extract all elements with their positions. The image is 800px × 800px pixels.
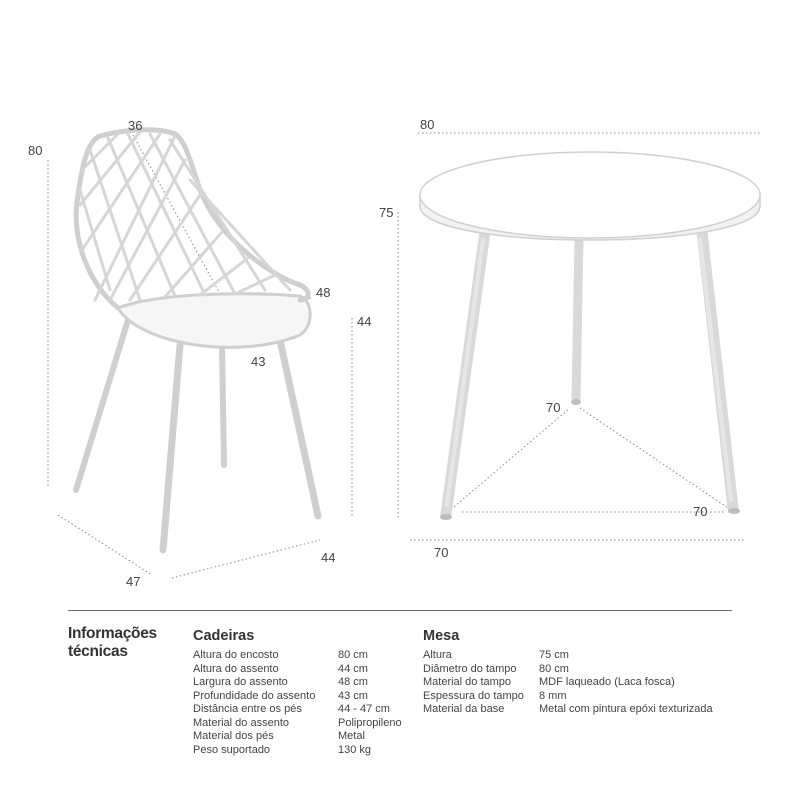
spec-label: Espessura do tampo xyxy=(423,689,524,702)
spec-label: Peso suportado xyxy=(193,743,271,756)
table-illustration xyxy=(420,152,760,520)
table-base-right-label: 70 xyxy=(693,504,708,519)
spec-label: Altura xyxy=(423,649,452,661)
spec-row xyxy=(193,649,402,663)
spec-value: MDF laqueado (Laca fosca) xyxy=(539,676,675,688)
chair-illustration xyxy=(76,130,318,550)
spec-row xyxy=(193,703,402,717)
spec-label: Diâmetro do tampo xyxy=(423,662,517,675)
spec-value: Metal com pintura epóxi texturizada xyxy=(539,703,713,715)
table-section-title: Mesa xyxy=(423,628,460,644)
chairs-section-title: Cadeiras xyxy=(193,628,255,644)
spec-row xyxy=(193,730,402,744)
spec-label: Profundidade do assento xyxy=(193,689,316,702)
chair-height-label: 80 xyxy=(28,143,43,158)
spec-row xyxy=(423,690,713,704)
spec-value: 43 cm xyxy=(338,689,368,702)
info-title xyxy=(68,625,157,661)
spec-label: Distância entre os pés xyxy=(193,703,302,715)
chair-seat-height-label: 44 xyxy=(357,314,372,329)
spec-row xyxy=(193,744,402,758)
spec-value: 80 cm xyxy=(539,662,569,675)
spec-value: 48 cm xyxy=(338,676,368,688)
table-height-label: 75 xyxy=(379,205,394,220)
spec-row xyxy=(193,717,402,731)
spec-value: 8 mm xyxy=(539,689,567,702)
spec-row xyxy=(423,649,713,663)
info-title-line2: técnicas xyxy=(68,643,128,660)
spec-label: Altura do assento xyxy=(193,662,279,675)
spec-row xyxy=(423,703,713,717)
spec-row xyxy=(193,663,402,677)
chair-base-left-label: 47 xyxy=(126,574,141,589)
spec-row xyxy=(423,676,713,690)
spec-label: Material dos pés xyxy=(193,730,274,742)
chair-base-right-label: 44 xyxy=(321,550,336,565)
spec-value: 44 cm xyxy=(338,662,368,675)
chair-backrest-depth-label: 36 xyxy=(128,118,143,133)
spec-label: Material do tampo xyxy=(423,676,512,688)
spec-value: 44 - 47 cm xyxy=(338,703,390,715)
table-base-left-label: 70 xyxy=(546,400,561,415)
table-diameter-label: 80 xyxy=(420,117,435,132)
chair-seat-width-label: 48 xyxy=(316,285,331,300)
spec-value: Polipropileno xyxy=(338,716,402,729)
section-divider xyxy=(68,610,732,611)
spec-row xyxy=(193,676,402,690)
spec-label: Altura do encosto xyxy=(193,649,279,661)
spec-row xyxy=(193,690,402,704)
table-base-front-label: 70 xyxy=(434,545,449,560)
spec-value: 75 cm xyxy=(539,649,569,661)
spec-value: Metal xyxy=(338,730,365,742)
table-spec-table xyxy=(423,649,713,717)
info-title-line1: Informações xyxy=(68,625,157,642)
chairs-spec-table xyxy=(193,649,402,757)
spec-value: 130 kg xyxy=(338,743,372,756)
spec-label: Material da base xyxy=(423,703,505,715)
spec-row xyxy=(423,663,713,677)
spec-label: Material do assento xyxy=(193,716,289,729)
chair-seat-depth-label: 43 xyxy=(251,354,266,369)
spec-value: 80 cm xyxy=(338,649,368,661)
spec-label: Largura do assento xyxy=(193,676,288,688)
